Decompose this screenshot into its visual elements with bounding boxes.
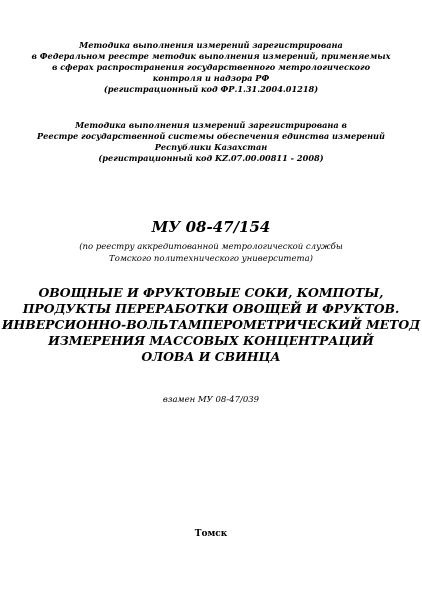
registration-kz-code: (регистрационный код KZ.07.00.00811 - 2008) — [98, 153, 324, 163]
registration-rf-line: Методика выполнения измерений зарегистрирована — [79, 40, 343, 50]
registration-rf-code: (регистрационный код ФР.1.31.2004.01218) — [103, 84, 319, 94]
document-title-line: ИНВЕРСИОННО-ВОЛЬТАМПЕРОМЕТРИЧЕСКИЙ МЕТОД — [1, 317, 421, 332]
document-title-line: ИЗМЕРЕНИЯ МАССОВЫХ КОНЦЕНТРАЦИЙ — [48, 333, 374, 348]
registration-rf-line: в Федеральном реестре методик выполнения измерений, применяемых — [31, 51, 391, 61]
registration-rf-line: в сферах распространения государственного метрологического — [51, 62, 371, 72]
document-title — [0, 285, 422, 365]
registry-note — [0, 241, 422, 265]
registration-rf-block — [0, 40, 422, 95]
document-number: МУ 08-47/154 — [151, 218, 271, 236]
registration-kz-line: Реестре государственной системы обеспечения единства измерений — [37, 131, 385, 141]
registration-kz-block — [0, 120, 422, 164]
document-title-line: ОЛОВА И СВИНЦА — [141, 349, 281, 364]
document-title-line: ПРОДУКТЫ ПЕРЕРАБОТКИ ОВОЩЕЙ И ФРУКТОВ. — [22, 301, 400, 316]
registration-rf-line: контроля и надзора РФ — [152, 73, 270, 83]
registry-note-line: Томского политехнического университета) — [109, 254, 313, 264]
registration-kz-line: Методика выполнения измерений зарегистрирована в — [75, 120, 347, 130]
registry-note-line: (по реестру аккредитованной метрологической службы — [79, 242, 343, 252]
replaces-note: взамен МУ 08-47/039 — [162, 395, 260, 405]
document-title-line: ОВОЩНЫЕ И ФРУКТОВЫЕ СОКИ, КОМПОТЫ, — [38, 285, 384, 300]
registration-kz-line: Республики Казахстан — [154, 142, 268, 152]
publication-city: Томск — [194, 529, 228, 539]
